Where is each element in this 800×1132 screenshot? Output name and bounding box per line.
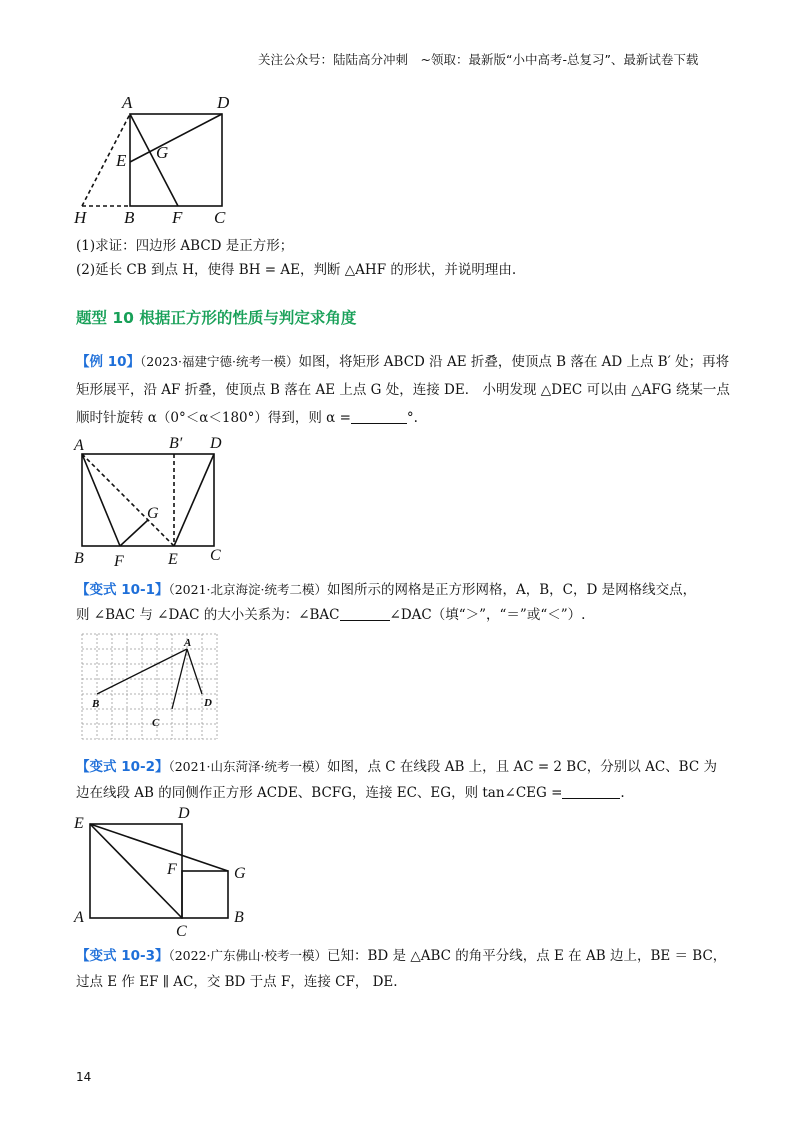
label-a: A xyxy=(74,909,84,926)
variant-10-3-line-1 xyxy=(76,946,726,966)
label-b: B xyxy=(92,698,100,710)
variant-10-2-source: （2021·山东菏泽·统考一模） xyxy=(168,759,327,774)
label-b: B xyxy=(124,208,135,227)
example-10-line-2: 矩形展平，沿 AF 折叠，使顶点 B 落在 AE 上点 G 处，连接 DE． 小明发现 △DEC 可以由 △AFG 绕某一点 xyxy=(76,382,730,398)
label-g: G xyxy=(234,865,246,882)
grid-lines xyxy=(82,634,217,739)
variant-10-2-tag: 【变式 10-2】 xyxy=(76,759,169,775)
label-c: C xyxy=(176,923,187,940)
variant-10-3-line-2: 过点 E 作 EF ∥ AC，交 BD 于点 F，连接 CF， DE. xyxy=(76,974,398,990)
square-abcd xyxy=(130,114,222,206)
page-header: 关注公众号：陆陆高分冲刺 ~领取：最新版“小中高考-总复习”、最新试卷下载 xyxy=(258,52,699,67)
label-c: C xyxy=(210,547,221,564)
label-h: H xyxy=(74,208,87,227)
label-b-prime: B′ xyxy=(169,435,183,452)
figure-square-grid xyxy=(80,632,230,742)
variant-10-2-text-2: 边在线段 AB 的同侧作正方形 ACDE、BCFG，连接 EC、EG，则 tan∠CEG = xyxy=(76,785,563,801)
label-d: D xyxy=(204,697,212,709)
label-a: A xyxy=(74,437,84,454)
variant-10-3-tag: 【变式 10-3】 xyxy=(76,948,169,964)
answer-blank xyxy=(340,606,390,621)
example-10-text-1: 如图，将矩形 ABCD 沿 AE 折叠，使顶点 B 落在 AD 上点 B′ 处；再将 xyxy=(298,354,730,370)
segment-de xyxy=(174,454,214,546)
example-10-source: （2023·福建宁德·统考一模） xyxy=(140,354,299,369)
question-1: (1)求证：四边形 ABCD 是正方形； xyxy=(76,238,294,254)
segment-af xyxy=(82,454,120,546)
label-f: F xyxy=(114,553,124,570)
example-10-line-3 xyxy=(76,408,418,428)
variant-10-2-text-2b: . xyxy=(620,785,625,801)
example-10-line-1 xyxy=(76,352,729,372)
figure-two-squares xyxy=(68,804,258,942)
label-f: F xyxy=(172,208,183,227)
variant-10-1-text-2: 则 ∠BAC 与 ∠DAC 的大小关系为：∠BAC xyxy=(76,607,340,623)
answer-blank xyxy=(562,784,620,799)
label-b: B xyxy=(74,550,84,567)
segment-ae xyxy=(82,454,174,546)
example-10-text-3: 顺时针旋转 α（0°＜α＜180°）得到，则 α = xyxy=(76,410,351,426)
question-2: (2)延长 CB 到点 H，使得 BH = AE，判断 △AHF 的形状，并说明理由. xyxy=(76,262,517,278)
label-e: E xyxy=(74,815,84,832)
label-d: D xyxy=(210,435,222,452)
segment-af xyxy=(130,114,178,206)
page-number: 14 xyxy=(76,1070,92,1084)
section-title: 题型 10 根据正方形的性质与判定求角度 xyxy=(76,309,357,327)
example-10-tag: 【例 10】 xyxy=(76,354,140,370)
variant-10-3-text-1: 已知：BD 是 △ABC 的角平分线，点 E 在 AB 边上，BE ＝ BC， xyxy=(327,948,727,964)
square-bcfg xyxy=(182,871,228,918)
label-e: E xyxy=(116,151,127,170)
variant-10-1-source: （2021·北京海淀·统考二模） xyxy=(168,582,327,597)
label-d: D xyxy=(178,805,190,822)
answer-blank xyxy=(351,409,407,424)
variant-10-2-line-2 xyxy=(76,783,625,803)
label-g: G xyxy=(147,505,159,522)
segment-eg xyxy=(90,824,228,871)
variant-10-1-line-2 xyxy=(76,605,585,625)
label-c: C xyxy=(152,717,160,729)
label-e: E xyxy=(168,551,178,568)
segment-ad xyxy=(187,649,202,694)
segment-ed xyxy=(130,114,222,162)
variant-10-1-line-1 xyxy=(76,580,696,600)
variant-10-1-text-2b: ∠DAC（填“＞”，“＝”或“＜”）. xyxy=(389,607,586,623)
variant-10-2-text-1: 如图，点 C 在线段 AB 上，且 AC = 2 BC，分别以 AC、BC 为 xyxy=(327,759,717,775)
example-10-text-3b: °. xyxy=(406,410,418,426)
variant-10-3-source: （2022·广东佛山·校考一模） xyxy=(168,948,327,963)
label-c: C xyxy=(214,208,226,227)
figure-rectangle-fold xyxy=(68,432,238,574)
label-f: F xyxy=(167,861,177,878)
label-d: D xyxy=(217,93,230,112)
figure-square-abcd xyxy=(70,92,250,227)
label-b: B xyxy=(234,909,244,926)
variant-10-1-tag: 【变式 10-1】 xyxy=(76,582,169,598)
segment-fg xyxy=(120,520,148,546)
variant-10-1-text-1: 如图所示的网格是正方形网格，A，B，C，D 是网格线交点， xyxy=(327,582,697,598)
variant-10-2-line-1 xyxy=(76,757,717,777)
label-a: A xyxy=(122,93,133,112)
label-g: G xyxy=(156,143,169,162)
label-a: A xyxy=(184,637,192,649)
